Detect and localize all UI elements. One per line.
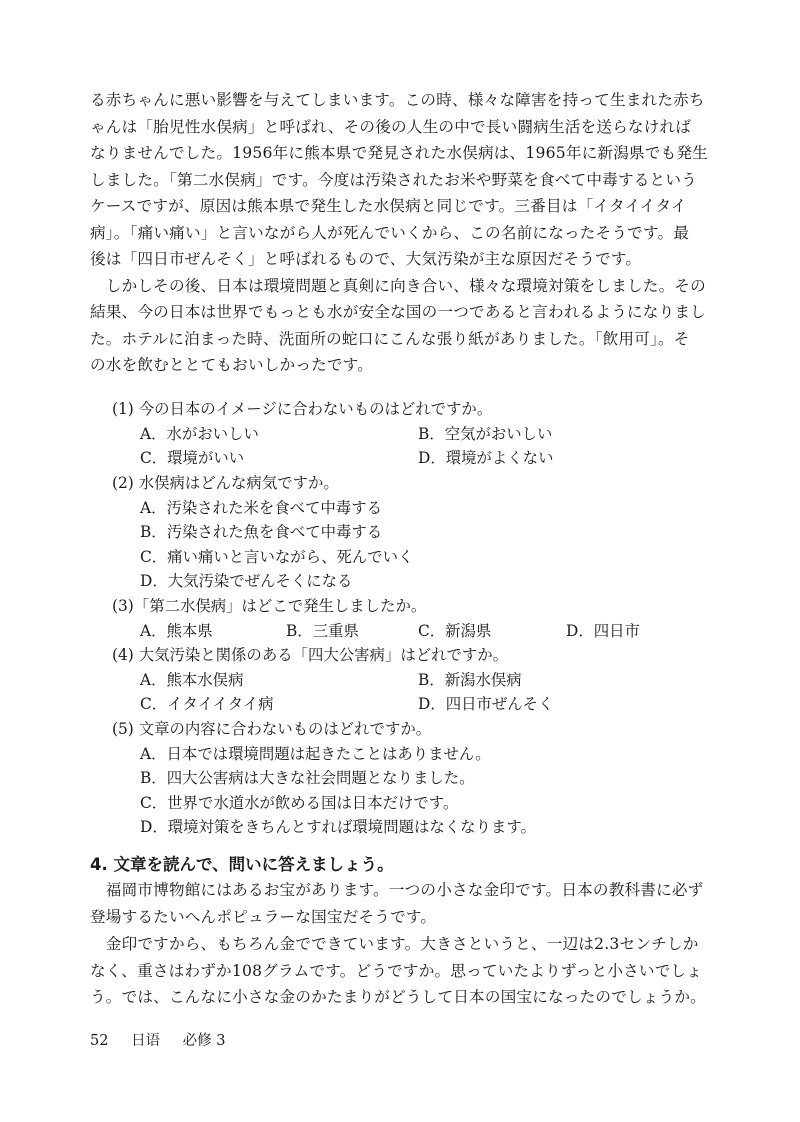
passage-line: なく、重さはわずか108グラムです。どうですか。思っていたよりずっと小さいでしょ [90,962,703,980]
passage-line: 福岡市博物館にはあるお宝があります。一つの小さな金印です。日本の教科書に必ず [90,881,704,899]
q5-option-c: C．世界で水道水が飲める国は日本だけです。 [140,794,459,812]
q2-option-a: A．汚染された米を食べて中毒する [140,499,382,517]
passage-line: 結果、今の日本は世界でもっとも水が安全な国の一つであると言われるようになりまし [90,303,706,321]
passage-line: なりませんでした。1956年に熊本県で発見された水俣病は、1965年に新潟県でも発生 [90,144,708,162]
q1-option-b: B．空気がおいしい [418,425,553,443]
passage-line: 金印ですから、もちろん金でできています。大きさというと、一辺は2.3センチしか [90,935,699,953]
book-title: 日语 [131,1033,161,1049]
passage-line: 登場するたいへんポピュラーな国宝だそうです。 [90,908,437,926]
question-4: (4) 大気汚染と関係のある「四大公害病」はどれですか。 [112,646,509,664]
q2-option-c: C．痛い痛いと言いながら、死んでいく [140,548,414,566]
q3-option-b: B．三重県 [286,622,359,640]
q4-option-a: A．熊本水俣病 [140,671,244,689]
passage-line: う。では、こんなに小さな金のかたまりがどうして日本の国宝になったのでしょうか。 [90,988,706,1006]
q2-option-d: D．大気汚染でぜんそくになる [140,572,353,590]
q4-option-c: C．イタイイタイ病 [140,695,274,713]
question-5: (5) 文章の内容に合わないものはどれですか。 [112,720,432,738]
passage-line: 後は「四日市ぜんそく」と呼ばれるもので、大気汚染が主な原因だそうです。 [90,250,642,268]
q5-option-d: D．環境対策をきちんとすれば環境問題はなくなります。 [140,818,536,836]
passage-line: ケースですが、原因は熊本県で発生した水俣病と同じです。三番目は「イタイイタイ [90,197,687,215]
q4-option-b: B．新潟水俣病 [418,671,522,689]
page-number: 52 [90,1033,109,1049]
page-footer [90,1029,244,1050]
question-1: (1) 今の日本のイメージに合わないものはどれですか。 [112,400,493,418]
q1-option-d: D．環境がよくない [418,449,554,467]
q1-option-c: C．環境がいい [140,449,245,467]
q1-option-a: A．水がおいしい [140,425,259,443]
q5-option-a: A．日本では環境問題は起きたことはありません。 [140,745,491,763]
passage-line: しかしその後、日本は環境問題と真剣に向き合い、様々な環境対策をしました。その [90,277,706,295]
passage-line: ゃんは「胎児性水俣病」と呼ばれ、その後の人生の中で長い闘病生活を送らなければ [90,118,692,136]
question-3: (3)「第二水俣病」はどこで発生しましたか。 [112,597,427,615]
passage-line: る赤ちゃんに悪い影響を与えてしまいます。この時、様々な障害を持って生まれた赤ち [90,91,705,109]
book-volume: 必修 3 [182,1033,226,1049]
q4-option-d: D．四日市ぜんそく [418,695,554,713]
passage-line: しました。「第二水俣病」です。今度は汚染されたお米や野菜を食べて中毒するという [90,171,697,189]
q5-option-b: B．四大公害病は大きな社会問題となりました。 [140,769,475,787]
section-4-heading: 4. 文章を読んで、問いに答えましょう。 [90,855,394,874]
passage-line: の水を飲むととてもおいしかったです。 [90,356,374,374]
passage-line: た。ホテルに泊まった時、洗面所の蛇口にこんな張り紙がありました。「飲用可」。そ [90,330,690,348]
q3-option-a: A．熊本県 [140,622,213,640]
passage-line: 病」。「痛い痛い」と言いながら人が死んでいくから、この名前になったそうです。最 [90,224,690,242]
q3-option-d: D．四日市 [566,622,640,640]
q2-option-b: B．汚染された魚を食べて中毒する [140,523,383,541]
question-2: (2) 水俣病はどんな病気ですか。 [112,474,339,492]
q3-option-c: C．新潟県 [418,622,492,640]
